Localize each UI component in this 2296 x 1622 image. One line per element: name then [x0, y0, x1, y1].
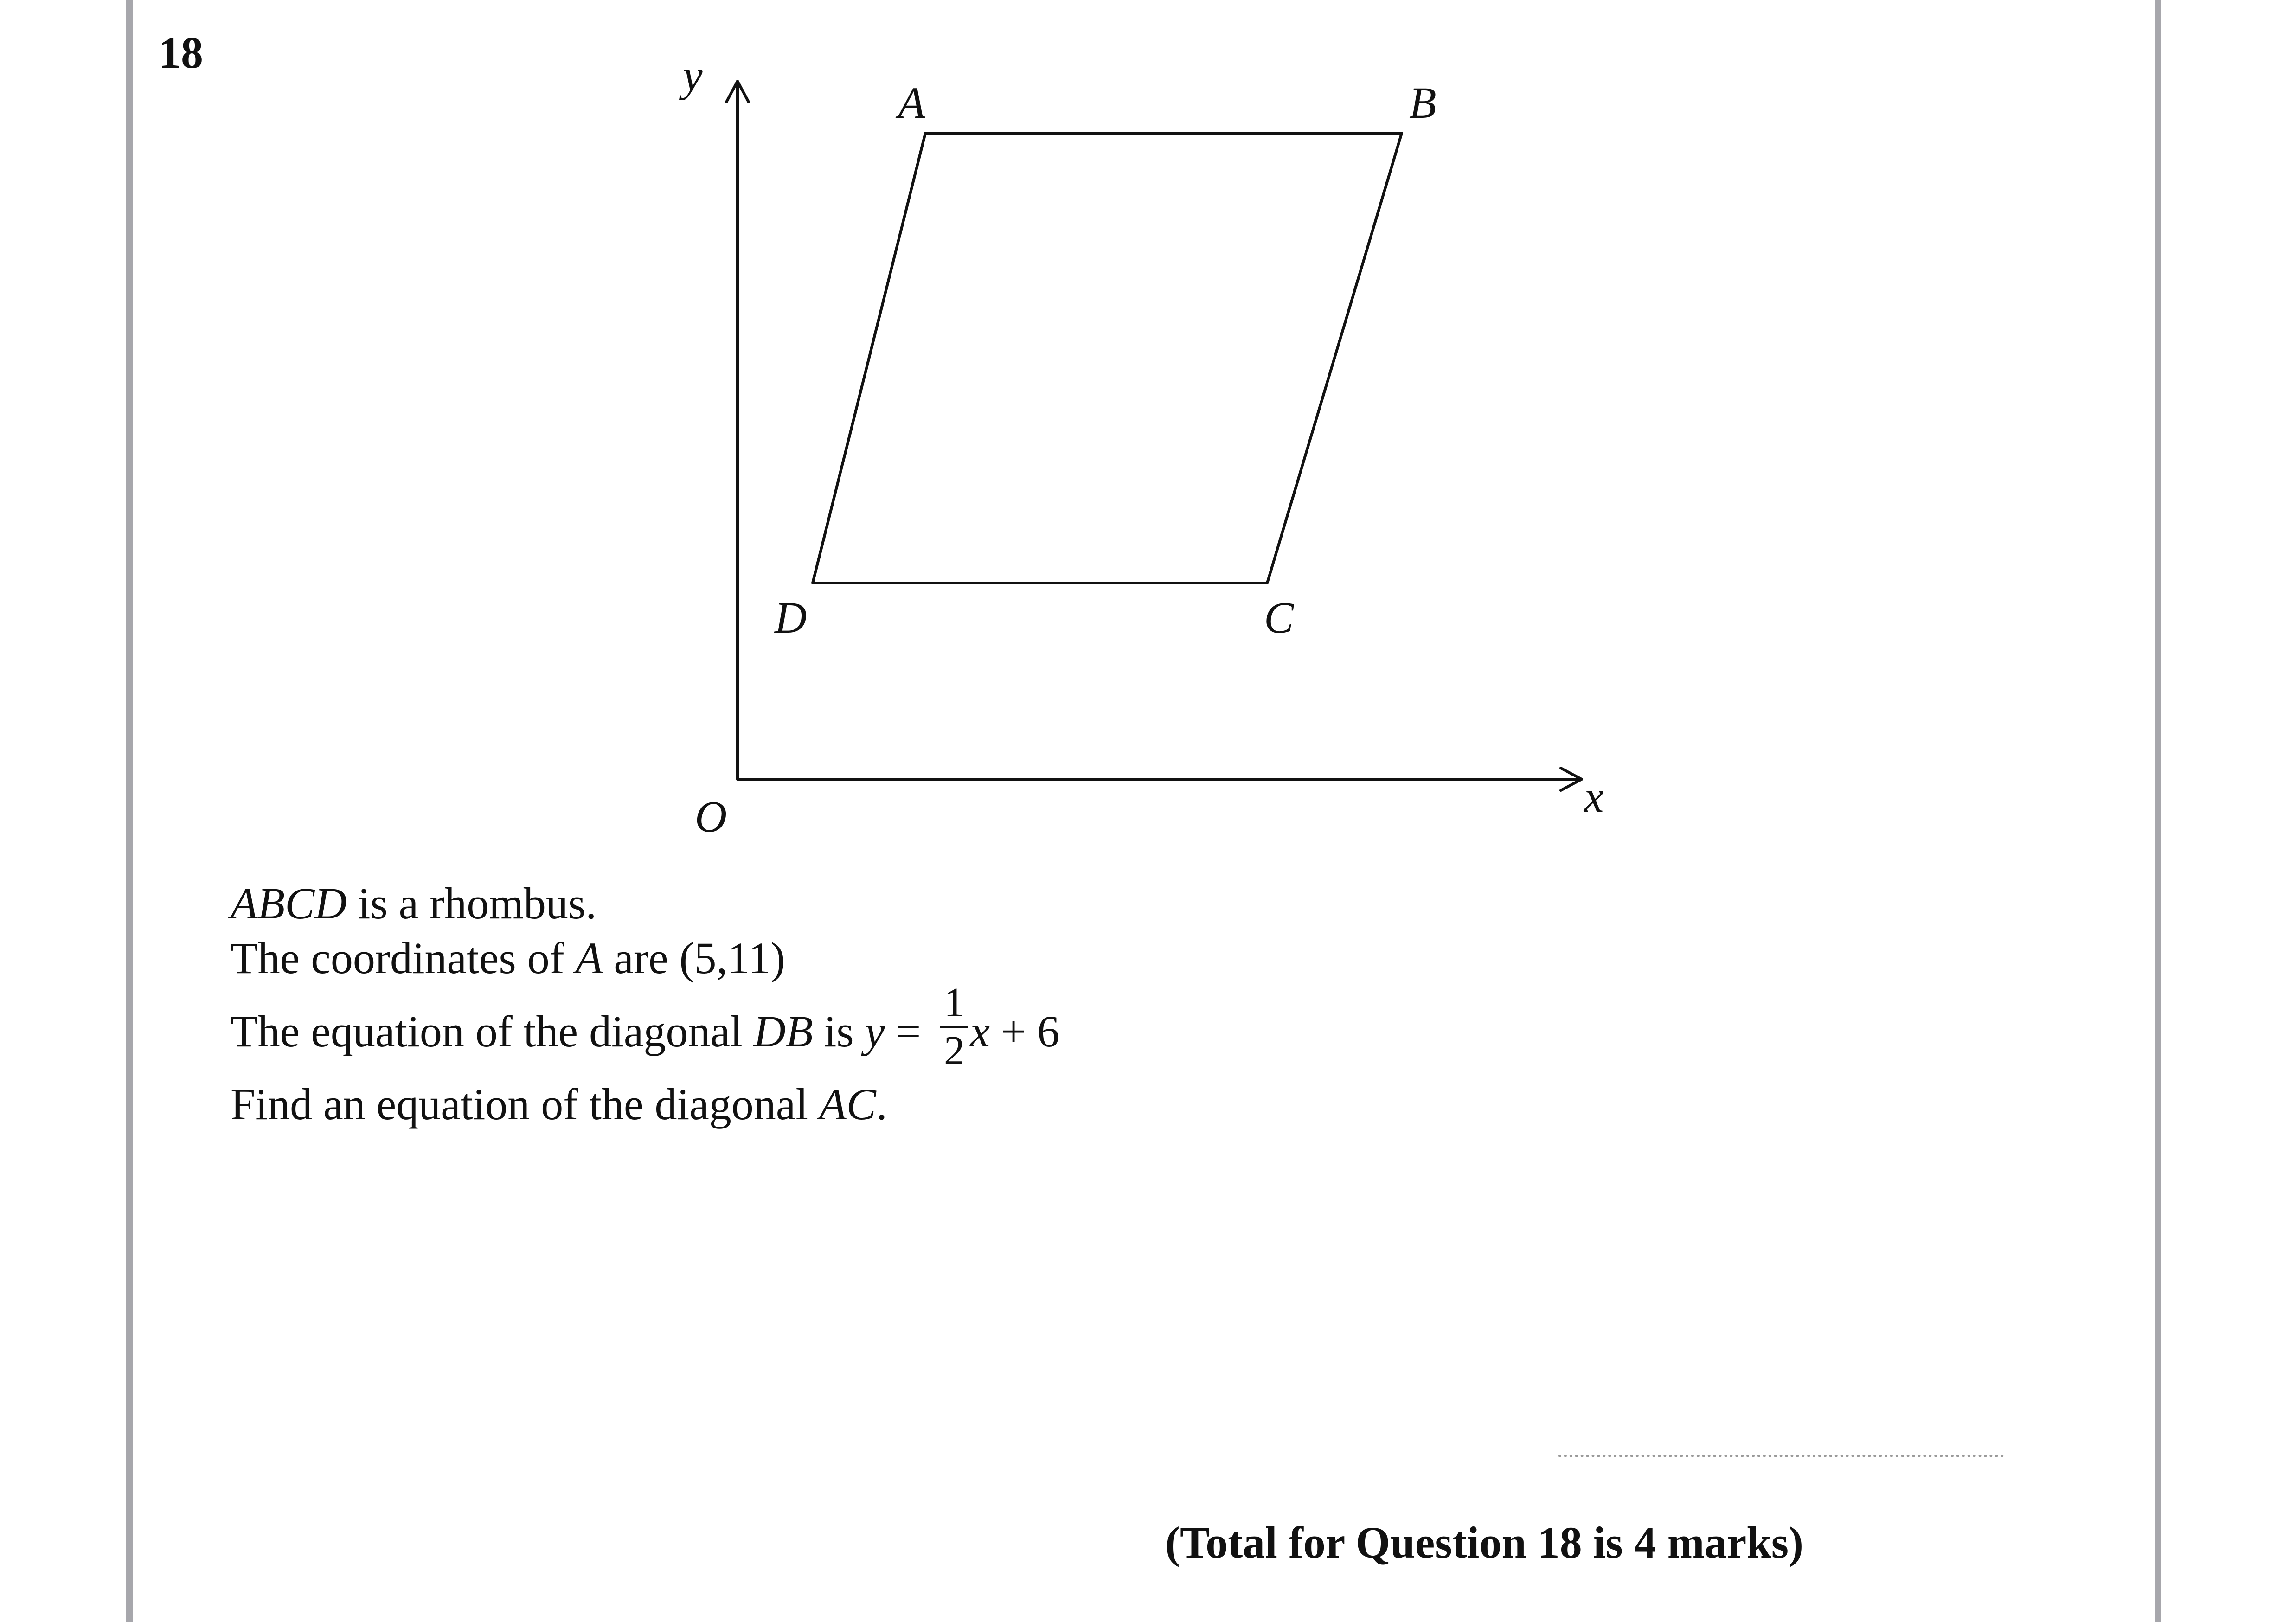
point-name: A — [575, 933, 603, 983]
diagonal-db: DB — [753, 1007, 813, 1057]
equation-constant: + 6 — [989, 1007, 1060, 1057]
page-margin-right — [2155, 0, 2161, 1622]
x-axis-label: x — [1584, 772, 1604, 821]
equation-y: y — [865, 1007, 885, 1057]
fraction-numerator: 1 — [940, 982, 968, 1028]
diagonal-ac: AC — [819, 1079, 876, 1129]
coordinates-prefix: The coordinates of — [231, 933, 576, 983]
instruction-suffix: . — [876, 1079, 887, 1129]
vertex-label-a: A — [898, 78, 925, 128]
question-number: 18 — [159, 28, 203, 77]
shape-name: ABCD — [231, 878, 347, 928]
equation-is: is — [813, 1007, 865, 1057]
answer-line[interactable] — [1558, 1455, 2004, 1457]
coordinates-value: are (5,11) — [603, 933, 785, 983]
origin-label: O — [695, 792, 727, 841]
rhombus-diagram — [640, 51, 1661, 867]
y-axis-label: y — [683, 51, 703, 100]
total-marks: (Total for Question 18 is 4 marks) — [1165, 1518, 1804, 1567]
instruction-prefix: Find an equation of the diagonal — [231, 1079, 820, 1129]
vertex-label-b: B — [1409, 78, 1437, 128]
page-margin-left — [126, 0, 133, 1622]
vertex-label-d: D — [775, 593, 807, 642]
statement-rhombus-text: is a rhombus. — [346, 878, 597, 928]
equation-prefix: The equation of the diagonal — [231, 1007, 754, 1057]
question-instruction — [231, 1079, 887, 1129]
rhombus-abcd — [813, 133, 1402, 583]
statement-rhombus — [231, 878, 597, 928]
equation-equals: = — [885, 1007, 932, 1057]
fraction-denominator: 2 — [943, 1028, 965, 1074]
equation-x: x — [970, 1007, 990, 1057]
statement-coordinates — [231, 933, 785, 983]
fraction-half — [940, 982, 968, 1072]
statement-equation — [231, 980, 1060, 1081]
vertex-label-c: C — [1264, 593, 1294, 642]
